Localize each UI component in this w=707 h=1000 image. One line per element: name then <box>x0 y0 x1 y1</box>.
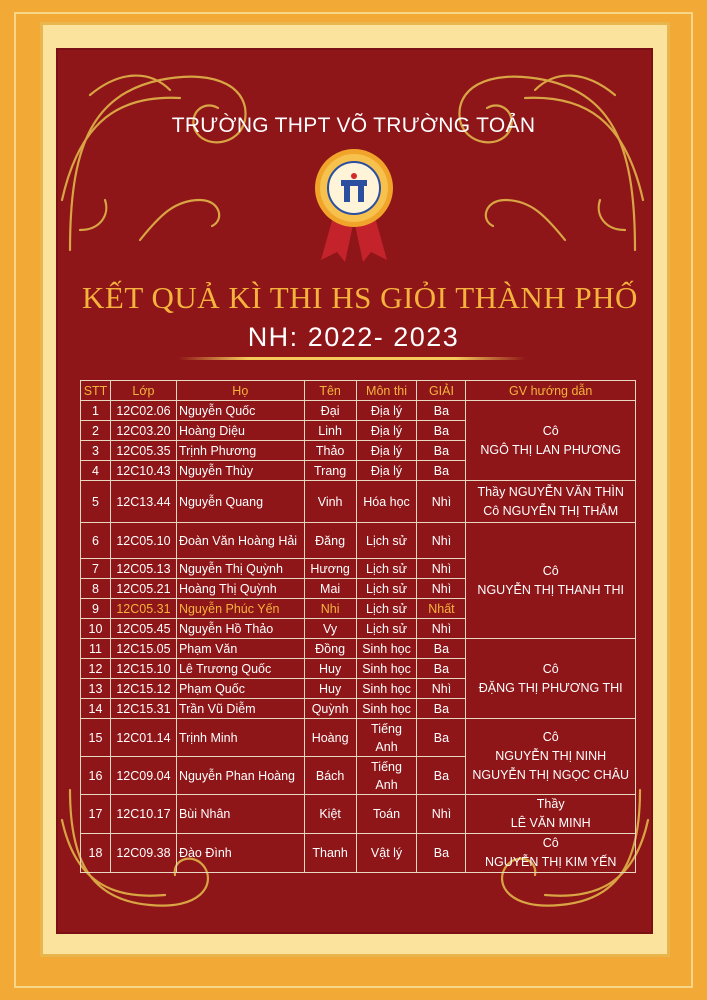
cell-stt: 15 <box>81 719 111 757</box>
header-giai: GIẢI <box>417 381 466 401</box>
cell-teacher <box>466 639 636 719</box>
cell-ten: Thảo <box>304 441 356 461</box>
teacher-line: NGUYỄN THỊ KIM YẾN <box>484 855 617 869</box>
cell-ten: Bách <box>304 757 356 795</box>
cell-giai: Ba <box>417 421 466 441</box>
teacher-line: Cô <box>542 836 559 850</box>
table-row <box>81 639 636 659</box>
cell-lop: 12C09.38 <box>110 834 176 873</box>
cell-mon-line: Tiếng <box>371 759 402 774</box>
cell-giai: Nhất <box>417 599 466 619</box>
cell-mon: Lịch sử <box>356 619 417 639</box>
cell-ho: Nguyễn Thị Quỳnh <box>176 559 304 579</box>
cell-ten: Vinh <box>304 481 356 523</box>
cell-ho: Phạm Văn <box>176 639 304 659</box>
table-row <box>81 523 636 559</box>
cell-stt: 8 <box>81 579 111 599</box>
cell-ho: Nguyễn Quốc <box>176 401 304 421</box>
teacher-line: NGUYỄN THỊ NINH <box>495 749 607 763</box>
cell-mon-line: Anh <box>375 739 398 754</box>
cell-ten: Nhi <box>304 599 356 619</box>
cell-giai: Nhì <box>417 523 466 559</box>
table-header-row <box>81 381 636 401</box>
cell-lop: 12C10.43 <box>110 461 176 481</box>
cell-stt: 4 <box>81 461 111 481</box>
cell-lop: 12C05.21 <box>110 579 176 599</box>
cell-teacher <box>466 719 636 795</box>
cell-ten: Huy <box>304 679 356 699</box>
cell-lop: 12C10.17 <box>110 795 176 834</box>
cell-stt: 3 <box>81 441 111 461</box>
teacher-line: Cô NGUYỄN THỊ THẮM <box>483 503 619 518</box>
header-stt: STT <box>81 381 111 401</box>
table-row <box>81 481 636 523</box>
title-underline <box>178 357 526 360</box>
cell-ten: Huy <box>304 659 356 679</box>
cell-ho: Đào Đình <box>176 834 304 873</box>
cell-ten: Đăng <box>304 523 356 559</box>
cell-teacher <box>466 481 636 523</box>
cell-giai: Ba <box>417 441 466 461</box>
cell-stt: 11 <box>81 639 111 659</box>
cell-stt: 18 <box>81 834 111 873</box>
cell-stt: 6 <box>81 523 111 559</box>
cell-giai: Ba <box>417 639 466 659</box>
cell-giai: Ba <box>417 834 466 873</box>
cell-lop: 12C05.45 <box>110 619 176 639</box>
cell-ho: Nguyễn Thùy <box>176 461 304 481</box>
cell-stt: 9 <box>81 599 111 619</box>
table-row <box>81 401 636 421</box>
cell-ho: Hoàng Diệu <box>176 421 304 441</box>
teacher-line: Cô <box>542 661 559 676</box>
cell-giai: Ba <box>417 699 466 719</box>
header-gv: GV hướng dẫn <box>466 381 636 401</box>
cell-giai: Ba <box>417 659 466 679</box>
cell-giai: Ba <box>417 461 466 481</box>
cell-giai: Nhì <box>417 481 466 523</box>
cell-stt: 14 <box>81 699 111 719</box>
cell-stt: 13 <box>81 679 111 699</box>
teacher-line: NGUYỄN THỊ NGỌC CHÂU <box>472 768 630 782</box>
cell-ho: Nguyễn Hồ Thảo <box>176 619 304 639</box>
cell-ho: Nguyễn Phúc Yến <box>176 599 304 619</box>
cell-giai: Ba <box>417 401 466 421</box>
teacher-line: Thầy <box>536 797 565 811</box>
header-ho: Họ <box>176 381 304 401</box>
cell-teacher <box>466 795 636 834</box>
header-lop: Lớp <box>110 381 176 401</box>
cell-ten: Hoàng <box>304 719 356 757</box>
cell-stt: 2 <box>81 421 111 441</box>
cell-giai: Ba <box>417 719 466 757</box>
teacher-line: Thầy NGUYỄN VĂN THÌN <box>477 484 624 499</box>
cell-teacher <box>466 401 636 481</box>
cell-lop: 12C05.13 <box>110 559 176 579</box>
cell-lop: 12C05.31 <box>110 599 176 619</box>
cell-mon: Sinh học <box>356 659 417 679</box>
cell-ho: Đoàn Văn Hoàng Hải <box>176 523 304 559</box>
cell-stt: 17 <box>81 795 111 834</box>
cell-giai: Nhì <box>417 795 466 834</box>
cell-stt: 5 <box>81 481 111 523</box>
cell-lop: 12C03.20 <box>110 421 176 441</box>
cell-mon: Địa lý <box>356 421 417 441</box>
cell-ten: Đồng <box>304 639 356 659</box>
cell-ten: Linh <box>304 421 356 441</box>
school-year: NH: 2022- 2023 <box>247 322 460 352</box>
cell-mon: Hóa học <box>356 481 417 523</box>
cell-mon <box>356 719 417 757</box>
cell-stt: 10 <box>81 619 111 639</box>
page-title: KẾT QUẢ KÌ THI HS GIỎI THÀNH PHỐ <box>82 280 638 315</box>
cell-lop: 12C15.05 <box>110 639 176 659</box>
cell-mon: Lịch sử <box>356 559 417 579</box>
cell-stt: 12 <box>81 659 111 679</box>
school-name: TRƯỜNG THPT VÕ TRƯỜNG TOẢN <box>171 114 536 137</box>
cell-mon: Lịch sử <box>356 523 417 559</box>
cell-mon: Sinh học <box>356 679 417 699</box>
cell-lop: 12C15.12 <box>110 679 176 699</box>
cell-ho: Lê Trương Quốc <box>176 659 304 679</box>
header-ten: Tên <box>304 381 356 401</box>
cell-giai: Nhì <box>417 679 466 699</box>
cell-lop: 12C01.14 <box>110 719 176 757</box>
cell-ten: Hương <box>304 559 356 579</box>
cell-lop: 12C15.31 <box>110 699 176 719</box>
cell-teacher <box>466 834 636 873</box>
cell-ten: Kiệt <box>304 795 356 834</box>
cell-lop: 12C05.10 <box>110 523 176 559</box>
cell-stt: 16 <box>81 757 111 795</box>
header-mon-thi: Môn thi <box>356 381 417 401</box>
cell-mon: Sinh học <box>356 639 417 659</box>
cell-ho: Hoàng Thị Quỳnh <box>176 579 304 599</box>
teacher-line: NGUYỄN THỊ THANH THI <box>477 582 624 597</box>
cell-ho: Phạm Quốc <box>176 679 304 699</box>
school-medal-icon <box>313 148 395 263</box>
cell-ho: Nguyễn Quang <box>176 481 304 523</box>
cell-mon: Địa lý <box>356 441 417 461</box>
cell-ho: Trịnh Minh <box>176 719 304 757</box>
results-table <box>80 380 636 873</box>
cell-mon-line: Tiếng <box>371 721 402 736</box>
cell-ten: Mai <box>304 579 356 599</box>
teacher-line: NGÔ THỊ LAN PHƯƠNG <box>480 442 622 457</box>
cell-giai: Nhì <box>417 559 466 579</box>
teacher-line: ĐẶNG THỊ PHƯƠNG THI <box>478 680 623 695</box>
cell-giai: Nhì <box>417 579 466 599</box>
cell-ten: Đại <box>304 401 356 421</box>
cell-lop: 12C13.44 <box>110 481 176 523</box>
cell-teacher <box>466 523 636 639</box>
cell-ten: Vy <box>304 619 356 639</box>
cell-stt: 7 <box>81 559 111 579</box>
cell-ten: Quỳnh <box>304 699 356 719</box>
teacher-line: Cô <box>542 563 559 578</box>
table-row <box>81 834 636 873</box>
cell-lop: 12C05.35 <box>110 441 176 461</box>
cell-mon: Sinh học <box>356 699 417 719</box>
cell-ho: Bùi Nhân <box>176 795 304 834</box>
teacher-line: Cô <box>542 730 559 744</box>
cell-mon: Vật lý <box>356 834 417 873</box>
cell-mon: Địa lý <box>356 401 417 421</box>
cell-giai: Nhì <box>417 619 466 639</box>
table-row <box>81 795 636 834</box>
cell-mon: Địa lý <box>356 461 417 481</box>
cell-ho: Nguyễn Phan Hoàng <box>176 757 304 795</box>
cell-mon: Lịch sử <box>356 599 417 619</box>
cell-lop: 12C15.10 <box>110 659 176 679</box>
teacher-line: Cô <box>542 423 559 438</box>
cell-mon: Toán <box>356 795 417 834</box>
cell-ten: Trang <box>304 461 356 481</box>
teacher-line: LÊ VĂN MINH <box>510 816 591 830</box>
cell-mon <box>356 757 417 795</box>
cell-ho: Trịnh Phương <box>176 441 304 461</box>
cell-lop: 12C09.04 <box>110 757 176 795</box>
cell-ten: Thanh <box>304 834 356 873</box>
cell-mon-line: Anh <box>375 777 398 792</box>
cell-mon: Lịch sử <box>356 579 417 599</box>
table-row <box>81 719 636 757</box>
cell-giai: Ba <box>417 757 466 795</box>
cell-stt: 1 <box>81 401 111 421</box>
cell-ho: Trần Vũ Diễm <box>176 699 304 719</box>
cell-lop: 12C02.06 <box>110 401 176 421</box>
